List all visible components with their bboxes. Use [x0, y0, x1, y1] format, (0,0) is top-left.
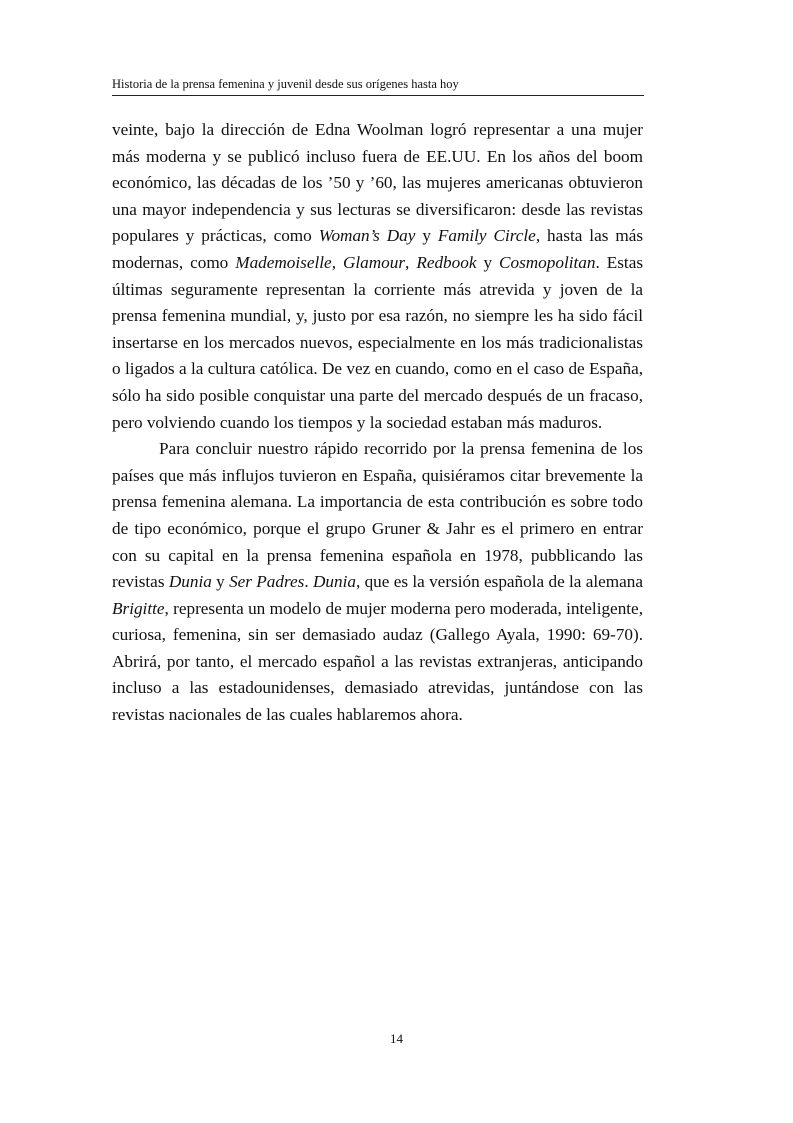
paragraph-1 — [112, 117, 643, 436]
body-text — [112, 117, 643, 729]
text-run: y — [415, 226, 438, 246]
text-run: y — [476, 252, 500, 272]
magazine-title: Mademoiselle — [235, 252, 332, 272]
text-run: . — [304, 572, 313, 592]
text-run: y — [211, 572, 230, 592]
text-run: Para concluir nuestro rápido recorrido por la prensa femenina de los países que más influjos tuvieron en España, quisiéramos citar brevemente la prensa femenina alemana. La importancia de esta contribución es sobre todo de tipo económico, porque el grupo Gruner & Jahr es el primero en entrar con su capital en la prensa femenina española en 1978, pubblicando las revistas — [112, 439, 643, 592]
magazine-title: Dunia — [168, 572, 212, 592]
paragraph-2 — [112, 436, 643, 729]
magazine-title: Brigitte — [112, 598, 165, 618]
text-run: , representa un modelo de mujer moderna pero moderada, inteligente, curiosa, femenina, sin ser demasiado audaz (Gallego Ayala, 1990: 69-70). Abrirá, por tanto, el mercado español a las revistas extranjeras, anticipando incluso a las estadounidenses, demasiado atrevidas, juntándose con las revistas nacionales de las cuales hablaremos ahora. — [112, 598, 643, 725]
text-run: . Estas últimas seguramente representan la corriente más atrevida y joven de la prensa femenina mundial, y, justo por esa razón, no siempre les ha sido fácil insertarse en los mercados nuevos, especialmente en los más tradicionalistas o ligados a la cultura católica. De vez en cuando, como en el caso de España, sólo ha sido posible conquistar una parte del mercado después de un fracaso, pero volviendo cuando los tiempos y la sociedad estaban más maduros. — [112, 252, 644, 432]
magazine-title: Glamour — [342, 252, 406, 272]
text-run: veinte, bajo la dirección de Edna Woolman logró representar a una mujer más moderna y se publicó incluso fuera de EE.UU. En los años del boom económico, las décadas de los ’50 y ’60, las mujeres americanas obtuvieron una mayor independencia y sus lecturas se diversificaron: desde las revistas populares y prácticas, como — [112, 120, 643, 246]
magazine-title: Redbook — [416, 252, 477, 272]
text-run: , que es la versión española de la alemana — [355, 572, 644, 592]
magazine-title: Ser Padres — [229, 572, 305, 592]
running-header: Historia de la prensa femenina y juvenil desde sus orígenes hasta hoy — [112, 76, 644, 96]
magazine-title: Dunia — [312, 572, 356, 592]
magazine-title: Cosmopolitan — [499, 252, 596, 272]
magazine-title: Family Circle — [437, 226, 536, 246]
text-run: , — [331, 252, 343, 272]
text-run: , — [405, 252, 417, 272]
magazine-title: Woman’s Day — [318, 226, 416, 246]
text-run: , hasta las más modernas, como — [112, 226, 644, 272]
page-number: 14 — [390, 1031, 403, 1046]
